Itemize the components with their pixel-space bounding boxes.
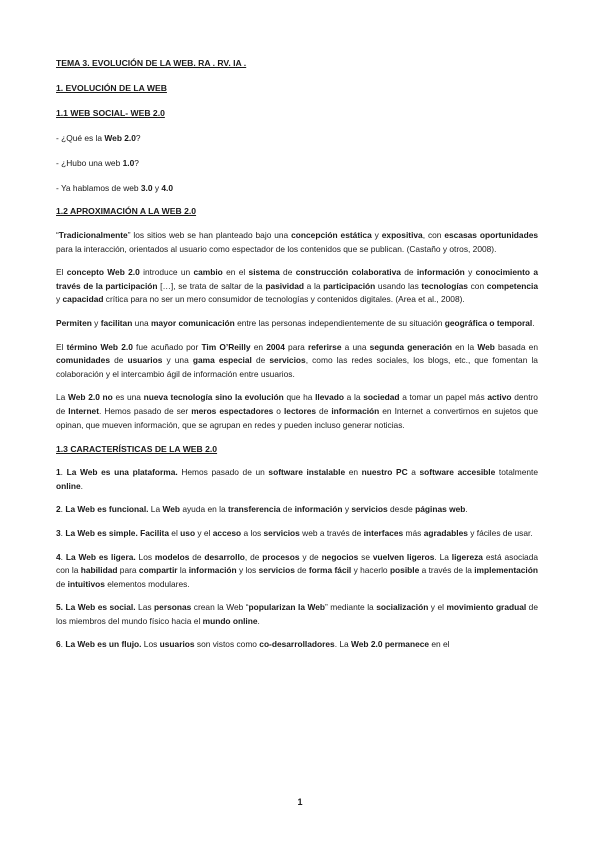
bold-text-run: usuarios <box>159 639 195 650</box>
feature-item-flow <box>56 638 538 652</box>
text-run: . <box>60 504 66 515</box>
question-item: - Ya hablamos de web 3.0 y 4.0 <box>56 183 174 193</box>
bold-text-run: concepción estática <box>291 230 372 240</box>
text-run: una <box>132 317 151 328</box>
feature-item-simple <box>56 527 538 541</box>
document-page <box>56 52 538 652</box>
text-run: “ <box>56 230 59 240</box>
text-run: son vistos como <box>194 639 260 650</box>
bold-text-run: Web 2.0 <box>350 639 383 650</box>
bold-text-run: La Web es funcional. <box>65 504 149 515</box>
bold-text-run: Facilita <box>140 527 169 538</box>
bold-text-run: La Web es un flujo. <box>65 639 142 650</box>
feature-item-social <box>56 601 538 628</box>
text-run: de <box>251 355 270 366</box>
bold-text-run: mayor comunicación <box>150 317 235 328</box>
bold-text-run: cambio <box>193 267 223 278</box>
paragraph-traditional-web <box>56 229 538 256</box>
document-title: TEMA 3. EVOLUCIÓN DE LA WEB. RA . RV. IA . <box>56 58 247 68</box>
text-run: , con <box>422 230 445 240</box>
text-run: […], se trata de saltar de la <box>157 280 266 291</box>
text-run: totalmente <box>495 467 539 478</box>
bold-text-run: usuarios <box>127 355 163 366</box>
text-run: El <box>56 267 67 278</box>
bold-text-run: 5. La Web es social. <box>56 602 136 613</box>
text-run: en <box>345 467 362 478</box>
bold-text-run: modelos <box>154 551 190 562</box>
text-run: y hacerlo <box>351 565 390 576</box>
text-run: a la <box>304 280 324 291</box>
bold-text-run: vuelven ligeros <box>372 551 435 562</box>
bold-text-run: 3 <box>56 527 61 538</box>
bold-text-run: Permiten <box>56 317 92 328</box>
bold-text-run: activo <box>487 392 512 403</box>
bold-text-run: construcción colaborativa <box>295 267 401 278</box>
bold-text-run: facilitan <box>100 317 133 328</box>
text-run: basada en <box>494 341 538 352</box>
bold-text-run: capacidad <box>62 294 104 305</box>
bold-text-run: 6 <box>56 639 61 650</box>
text-run: Las <box>135 602 155 613</box>
bold-text-run: geográfica o temporal <box>444 317 533 328</box>
bold-text-run: nueva tecnología sino la evolución <box>143 392 284 403</box>
text-run: para <box>117 565 139 576</box>
bold-text-run: personas <box>154 602 192 613</box>
bold-text-run: La Web es simple. <box>65 527 138 538</box>
bold-text-run: pasividad <box>265 280 304 291</box>
bold-text-run: Internet <box>68 405 100 416</box>
text-run: Los <box>135 551 155 562</box>
text-run: elementos modulares. <box>104 578 190 589</box>
bold-text-run: referirse <box>307 341 342 352</box>
bold-text-run: servicios <box>351 504 388 515</box>
text-run: es una <box>112 392 144 403</box>
text-run: . <box>465 504 468 515</box>
text-run: . La <box>334 639 351 650</box>
text-run: en Internet a convertirnos en sujetos que opinan, que mueven información, que se agrupan en redes y pueden incluso generar noticias. <box>56 405 538 430</box>
text-run: está asociada con la <box>56 551 539 576</box>
bold-text-run: información <box>416 267 465 278</box>
text-run: . <box>60 639 66 650</box>
text-run: . <box>80 480 83 491</box>
text-run: de <box>109 355 128 366</box>
text-run: de <box>279 267 296 278</box>
bold-text-run: concepto Web 2.0 <box>66 267 140 278</box>
paragraph-communication <box>56 317 538 331</box>
bold-text-run: Web 2.0 <box>100 341 133 352</box>
bold-text-run: co-desarrolladores <box>259 639 335 650</box>
bold-text-run: movimiento gradual <box>446 602 527 613</box>
text-run: dentro de <box>56 392 538 416</box>
feature-item-functional <box>56 503 538 517</box>
bold-text-run: popularizan la Web <box>248 602 325 613</box>
bold-text-run: 1 <box>56 467 61 478</box>
bold-text-run: 2 <box>56 504 61 515</box>
bold-text-run: 2004 <box>266 341 285 352</box>
text-run: y el <box>195 527 213 538</box>
bold-text-run: procesos <box>262 551 300 562</box>
bold-text-run: escasas oportunidades <box>444 230 539 240</box>
text-run: la <box>177 565 189 576</box>
bold-text-run: Web <box>477 341 495 352</box>
text-run: de <box>400 267 417 278</box>
text-run: para la interacción, orientados al usuario como espectador de los contenidos que se publican. (Castaño y otros, 2008). <box>56 243 497 254</box>
bold-text-run: negocios <box>321 551 359 562</box>
feature-list <box>56 466 538 652</box>
text-run: La <box>148 504 163 515</box>
text-run: que ha <box>283 392 316 403</box>
text-run: a tomar un papel más <box>399 392 488 403</box>
text-run: y <box>342 504 352 515</box>
text-run: o <box>273 405 284 416</box>
bold-text-run: lectores <box>283 405 317 416</box>
text-run: . <box>60 467 67 478</box>
text-run: a <box>407 467 420 478</box>
bold-text-run: Web <box>162 504 180 515</box>
text-run: desde <box>387 504 416 515</box>
text-run: fue acuñado por <box>132 341 202 352</box>
text-run: . <box>60 527 66 538</box>
text-run: de <box>189 551 205 562</box>
text-run: en la <box>451 341 478 352</box>
text-run: y una <box>162 355 193 366</box>
text-run: y fáciles de usar. <box>467 527 533 538</box>
bold-text-run: participación <box>323 280 376 291</box>
text-run: y <box>464 267 476 278</box>
bold-text-run: competencia <box>486 280 538 291</box>
text-run: web a través de <box>299 527 364 538</box>
bold-text-run: permanece <box>384 639 430 650</box>
bold-text-run: Tradicionalmente <box>58 230 128 240</box>
bold-text-run: forma fácil <box>308 565 352 576</box>
bold-text-run: habilidad <box>80 565 118 576</box>
text-run: y <box>91 317 101 328</box>
bold-text-run: información <box>331 405 380 416</box>
text-run: a la <box>343 392 364 403</box>
bold-text-run: páginas web <box>415 504 466 515</box>
text-run: y <box>371 230 382 240</box>
text-run: . Hemos pasado de ser <box>99 405 192 416</box>
feature-item-platform <box>56 466 538 493</box>
bold-text-run: comunidades <box>56 355 110 366</box>
paragraph-term-origin <box>56 341 538 382</box>
text-run: se <box>358 551 373 562</box>
text-run: más <box>403 527 424 538</box>
question-item: - ¿Qué es la Web 2.0? <box>56 133 141 143</box>
bold-text-run: información <box>294 504 343 515</box>
bold-text-run: online <box>56 480 81 491</box>
text-run: El <box>56 341 67 352</box>
text-run: crean la Web “ <box>191 602 249 613</box>
bold-text-run: 4 <box>56 551 61 562</box>
bold-text-run: transferencia <box>227 504 281 515</box>
bold-text-run: nuestro PC <box>361 467 408 478</box>
text-run: . La <box>434 551 452 562</box>
bold-text-run: desarrollo <box>204 551 245 562</box>
bold-text-run: término <box>66 341 98 352</box>
text-run: con <box>467 280 487 291</box>
text-run: a una <box>341 341 370 352</box>
section-heading-1-2: 1.2 APROXIMACIÓN A LA WEB 2.0 <box>56 206 197 216</box>
bold-text-run: conocimiento a través de la participación <box>56 267 538 291</box>
text-run: Hemos pasado de un <box>177 467 269 478</box>
bold-text-run: La Web es ligera. <box>65 551 136 562</box>
text-run: de <box>294 565 309 576</box>
text-run: de <box>316 405 332 416</box>
bold-text-run: socialización <box>376 602 429 613</box>
question-list <box>56 133 538 194</box>
text-run: a través de la <box>419 565 475 576</box>
text-run: . <box>532 317 535 328</box>
paragraph-evolution <box>56 391 538 432</box>
paragraph-web20-concept <box>56 266 538 307</box>
bold-text-run: sociedad <box>363 392 400 403</box>
text-run: . <box>257 615 260 626</box>
text-run: La <box>56 392 68 403</box>
bold-text-run: servicios <box>263 527 300 538</box>
bold-text-run: información <box>188 565 237 576</box>
text-run: ” los sitios web se han planteado bajo una <box>127 230 292 240</box>
section-heading-1-1: 1.1 WEB SOCIAL- WEB 2.0 <box>56 108 165 118</box>
bold-text-run: expositiva <box>381 230 423 240</box>
bold-text-run: implementación <box>474 565 538 576</box>
text-run: Los <box>141 639 160 650</box>
text-run: a los <box>241 527 264 538</box>
text-run: , como las redes sociales, los blogs, etc., que fomentan la colaboración y el intercambio ágil de información entre usuarios. <box>56 355 538 379</box>
text-run: ayuda en la <box>180 504 228 515</box>
bold-text-run: posible <box>389 565 420 576</box>
text-run: en el <box>222 267 249 278</box>
bold-text-run: interfaces <box>363 527 404 538</box>
text-run: en el <box>429 639 450 650</box>
bold-text-run: servicios <box>258 565 295 576</box>
text-run: ” mediante la <box>325 602 377 613</box>
text-run: el <box>168 527 181 538</box>
bold-text-run: mundo online <box>202 615 258 626</box>
bold-text-run: ligereza <box>451 551 483 562</box>
bold-text-run: sistema <box>248 267 280 278</box>
bold-text-run: La Web es una plataforma. <box>66 467 178 478</box>
bold-text-run: gama especial <box>192 355 252 366</box>
bold-text-run: Tim O’Reilly <box>201 341 251 352</box>
section-heading-1-3: 1.3 CARACTERÍSTICAS DE LA WEB 2.0 <box>56 444 218 455</box>
bold-text-run: software accesible <box>419 467 496 478</box>
bold-text-run: Web 2.0 no <box>68 392 113 403</box>
text-run: de los miembros del mundo físico hacia el <box>56 602 538 626</box>
text-run: de <box>56 578 68 589</box>
text-run: y los <box>236 565 259 576</box>
text-run: . <box>60 551 66 562</box>
text-run: de <box>280 504 295 515</box>
text-run: y de <box>299 551 322 562</box>
text-run: para <box>284 341 308 352</box>
text-run: en <box>250 341 267 352</box>
question-item: - ¿Hubo una web 1.0? <box>56 158 139 168</box>
bold-text-run: segunda generación <box>369 341 452 352</box>
text-run: , de <box>244 551 263 562</box>
bold-text-run: acceso <box>212 527 242 538</box>
section-heading-1: 1. EVOLUCIÓN DE LA WEB <box>56 83 167 93</box>
bold-text-run: llevado <box>315 392 344 403</box>
bold-text-run: servicios <box>269 355 306 366</box>
bold-text-run: software instalable <box>268 467 346 478</box>
bold-text-run: meros espectadores <box>191 405 274 416</box>
text-run: entre las personas independientemente de su situación <box>234 317 445 328</box>
page-number: 1 <box>297 797 303 807</box>
bold-text-run: intuitivos <box>67 578 105 589</box>
feature-item-light <box>56 551 538 592</box>
text-run: y <box>56 294 63 305</box>
text-run: usando las <box>375 280 422 291</box>
bold-text-run: uso <box>180 527 196 538</box>
bold-text-run: compartir <box>138 565 178 576</box>
text-run: crítica para no ser un mero consumidor de tecnologías y contenidos digitales. (Area et al., 2008). <box>103 294 465 305</box>
text-run: introduce un <box>139 267 194 278</box>
bold-text-run: agradables <box>423 527 468 538</box>
bold-text-run: tecnologías <box>421 280 468 291</box>
text-run: y el <box>428 602 447 613</box>
